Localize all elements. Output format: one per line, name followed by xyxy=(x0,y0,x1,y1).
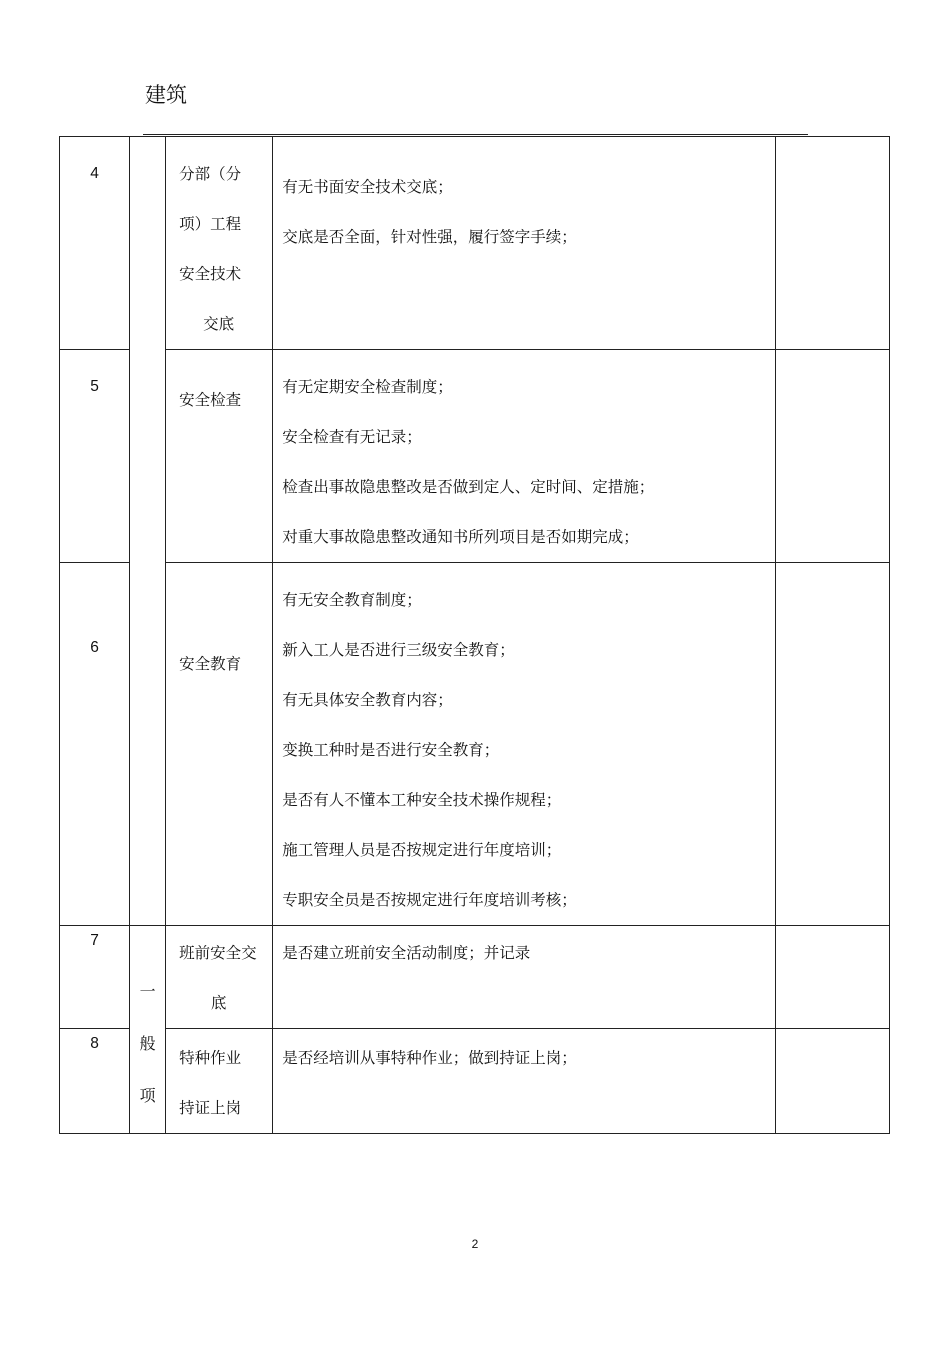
row-number: 8 xyxy=(90,1035,99,1052)
table-row xyxy=(60,563,890,926)
category-char: 一 xyxy=(139,982,156,1001)
header-divider xyxy=(143,134,808,135)
row-number-cell xyxy=(60,563,130,926)
page-number: 2 xyxy=(471,1237,479,1251)
check-content-line: 检查出事故隐患整改是否做到定人、定时间、定措施； xyxy=(282,478,655,496)
check-content-line: 有无定期安全检查制度； xyxy=(282,378,453,396)
check-content-line: 对重大事故隐患整改通知书所列项目是否如期完成； xyxy=(282,528,639,546)
check-content-line: 有无具体安全教育内容； xyxy=(282,691,453,709)
check-item-label: 安全教育 xyxy=(179,655,242,673)
check-item-label: 项）工程 xyxy=(179,215,242,233)
score-cell xyxy=(775,350,889,563)
check-item-label: 分部（分 xyxy=(179,165,242,183)
check-item-cell xyxy=(166,926,273,1029)
page-header-title: 建筑 xyxy=(145,83,187,107)
category-cell-general xyxy=(130,926,166,1134)
check-content-cell xyxy=(273,1029,776,1134)
check-content-line: 是否有人不懂本工种安全技术操作规程； xyxy=(282,791,562,809)
check-content-line: 变换工种时是否进行安全教育； xyxy=(282,741,500,759)
check-content-line: 是否建立班前安全活动制度；并记录 xyxy=(282,944,531,962)
check-content-line: 施工管理人员是否按规定进行年度培训； xyxy=(282,841,562,859)
score-cell xyxy=(775,926,889,1029)
row-number: 4 xyxy=(90,165,99,182)
check-item-label: 安全技术 xyxy=(179,265,242,283)
check-item-label: 班前安全交 xyxy=(179,944,257,962)
table-row xyxy=(60,137,890,350)
row-number: 5 xyxy=(90,378,99,395)
check-content-line: 专职安全员是否按规定进行年度培训考核； xyxy=(282,891,577,909)
table-row xyxy=(60,350,890,563)
check-content-cell xyxy=(273,350,776,563)
table-row xyxy=(60,1029,890,1134)
row-number: 7 xyxy=(90,932,99,949)
score-cell xyxy=(775,1029,889,1134)
check-item-label: 底 xyxy=(210,994,227,1012)
check-content-line: 有无安全教育制度； xyxy=(282,591,422,609)
check-item-cell xyxy=(166,350,273,563)
check-item-label: 持证上岗 xyxy=(179,1099,242,1117)
check-content-line: 有无书面安全技术交底； xyxy=(282,178,453,196)
category-char: 项 xyxy=(139,1086,156,1105)
check-content-cell xyxy=(273,926,776,1029)
score-cell xyxy=(775,137,889,350)
category-cell-guarantee xyxy=(130,137,166,926)
score-cell xyxy=(775,563,889,926)
check-content-cell xyxy=(273,563,776,926)
check-item-label: 特种作业 xyxy=(179,1049,242,1067)
check-content-line: 是否经培训从事特种作业；做到持证上岗； xyxy=(282,1049,577,1067)
row-number-cell xyxy=(60,926,130,1029)
check-item-label: 交底 xyxy=(203,315,235,333)
table-row xyxy=(60,926,890,1029)
row-number-cell xyxy=(60,137,130,350)
safety-checklist-table xyxy=(59,136,890,1134)
check-content-line: 交底是否全面，针对性强，履行签字手续； xyxy=(282,228,577,246)
row-number-cell xyxy=(60,350,130,563)
check-content-line: 新入工人是否进行三级安全教育； xyxy=(282,641,515,659)
check-item-cell xyxy=(166,1029,273,1134)
check-content-line: 安全检查有无记录； xyxy=(282,428,422,446)
check-item-label: 安全检查 xyxy=(179,391,242,409)
check-content-cell xyxy=(273,137,776,350)
check-item-cell xyxy=(166,137,273,350)
category-char: 般 xyxy=(139,1034,156,1053)
check-item-cell xyxy=(166,563,273,926)
row-number: 6 xyxy=(90,639,99,656)
row-number-cell xyxy=(60,1029,130,1134)
